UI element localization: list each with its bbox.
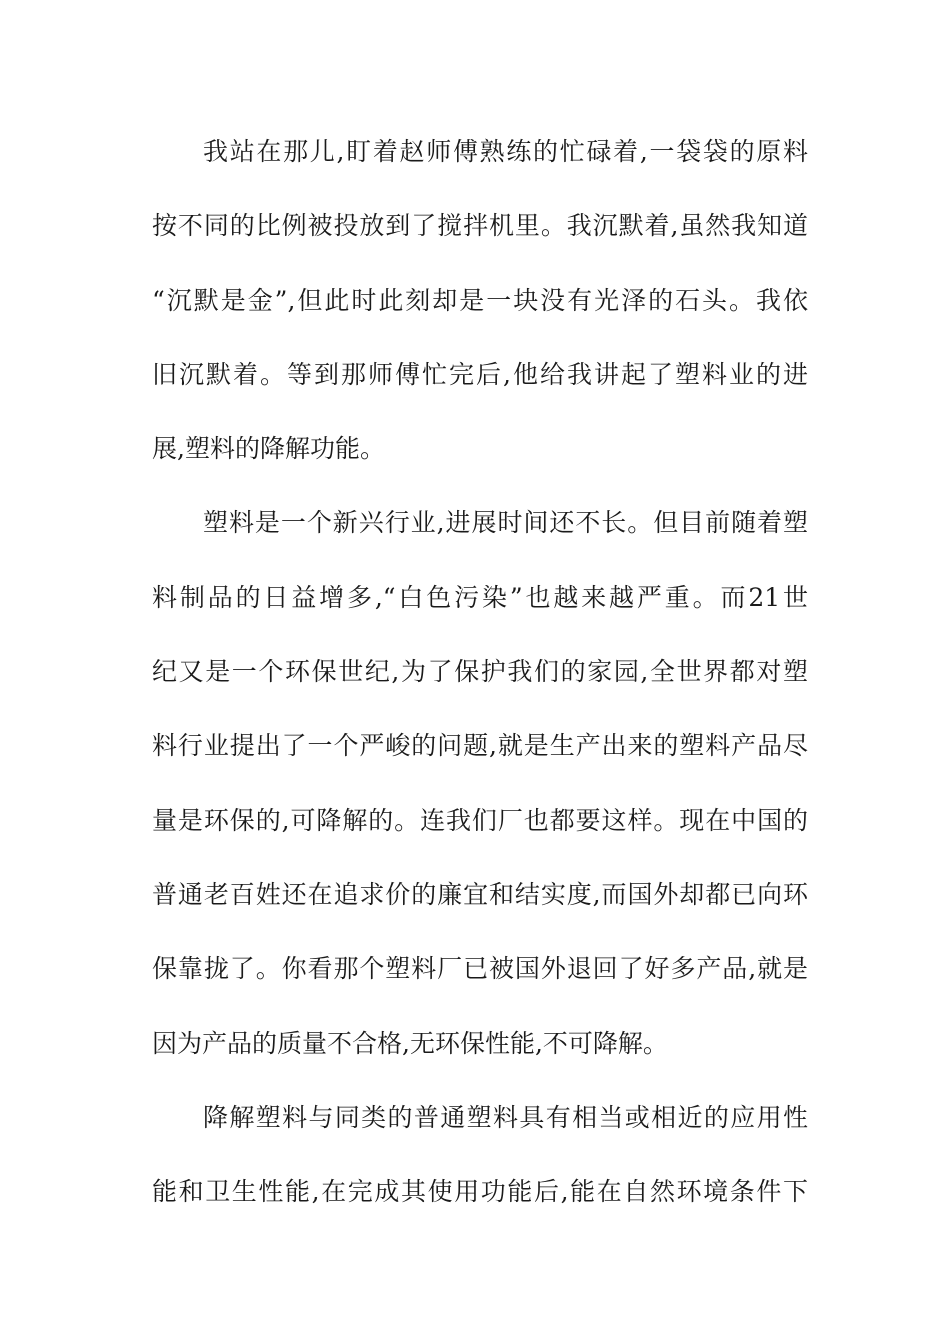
- paragraph: [152, 486, 808, 1080]
- text-line: 旧沉默着。等到那师傅忙完后,他给我讲起了塑料业的进: [152, 359, 808, 389]
- text-line: 按不同的比例被投放到了搅拌机里。我沉默着,虽然我知道: [152, 211, 808, 241]
- text-line: 降解塑料与同类的普通塑料具有相当或相近的应用性: [203, 1102, 808, 1132]
- text-line: 能和卫生性能,在完成其使用功能后,能在自然环境条件下: [152, 1177, 808, 1207]
- document-body: [152, 115, 808, 1229]
- text-line: “沉默是金”,但此时此刻却是一块没有光泽的石头。我依: [152, 285, 808, 315]
- paragraph: [152, 1081, 808, 1230]
- text-line: 展,塑料的降解功能。: [152, 434, 385, 464]
- text-line: 料行业提出了一个严峻的问题,就是生产出来的塑料产品尽: [152, 731, 808, 761]
- text-line: 塑料是一个新兴行业,进展时间还不长。但目前随着塑: [203, 508, 808, 538]
- paragraph: [152, 115, 808, 486]
- text-line: 量是环保的,可降解的。连我们厂也都要这样。现在中国的: [152, 805, 808, 835]
- text-line: 我站在那儿,盯着赵师傅熟练的忙碌着,一袋袋的原料: [203, 137, 808, 166]
- text-line: 纪又是一个环保世纪,为了保护我们的家园,全世界都对塑: [152, 657, 808, 687]
- text-line: 因为产品的质量不合格,无环保性能,不可降解。: [152, 1028, 668, 1058]
- text-line: 保靠拢了。你看那个塑料厂已被国外退回了好多产品,就是: [152, 954, 808, 984]
- text-line: 普通老百姓还在追求价的廉宜和结实度,而国外却都已向环: [152, 879, 808, 909]
- text-line: 料制品的日益增多,“白色污染”也越来越严重。而21世: [152, 582, 808, 612]
